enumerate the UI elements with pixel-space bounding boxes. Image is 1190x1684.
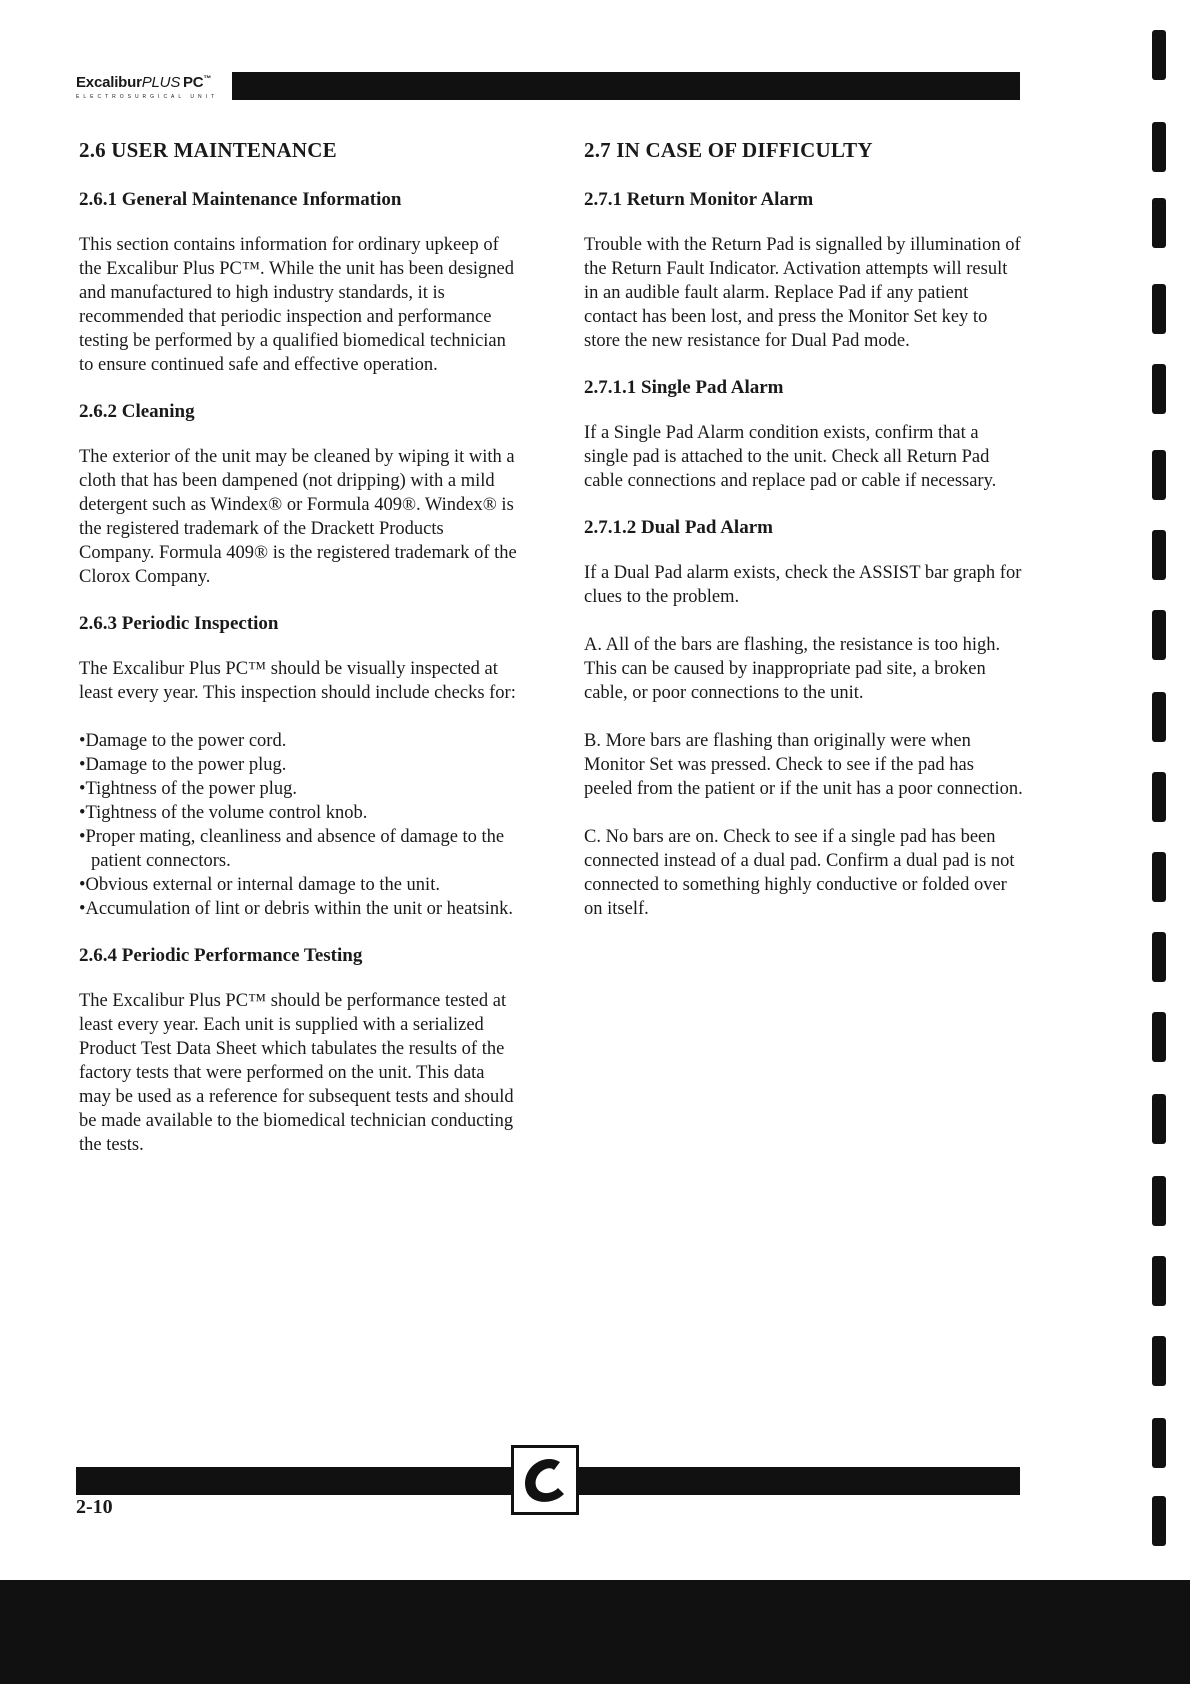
heading-single-pad-alarm: 2.7.1.1 Single Pad Alarm — [584, 377, 784, 398]
paragraph-cleaning: The exterior of the unit may be cleaned by wiping it with a cloth that has been dampened (not dripping) with a mild detergent such as Windex® or Formula 409®. Windex® is the registered trademark of the Drackett Products Company. Formula 409® is the registered trademark of the Clorox Company. — [79, 447, 517, 587]
binding-hole — [1152, 610, 1166, 660]
paragraph-performance-testing: The Excalibur Plus PC™ should be performance tested at least every year. Each unit is supplied with a serialized Product Test Data Sheet which tabulates the results of the factory tests that were performed on the unit. This data may be used as a reference for subsequent tests and should be made available to the biomedical technician conducting the tests. — [79, 991, 514, 1155]
binding-hole — [1152, 1094, 1166, 1144]
list-item: •Tightness of the volume control knob. — [79, 803, 368, 823]
heading-dual-pad-alarm: 2.7.1.2 Dual Pad Alarm — [584, 517, 773, 538]
paragraph-single-pad-alarm: If a Single Pad Alarm condition exists, confirm that a single pad is attached to the unit. Check all Return Pad cable connections and replace pad or cable if necessary. — [584, 423, 997, 491]
list-item: •Tightness of the power plug. — [79, 779, 298, 799]
header-rule-bar — [232, 72, 1020, 100]
paragraph-dual-pad-case-b: B. More bars are flashing than originally were when Monitor Set was pressed. Check to see if the pad has peeled from the patient or if the unit has a poor connection. — [584, 731, 1023, 799]
binding-hole — [1152, 364, 1166, 414]
binding-hole — [1152, 30, 1166, 80]
paragraph-general-maintenance: This section contains information for ordinary upkeep of the Excalibur Plus PC™. While the unit has been designed and manufactured to high industry standards, it is recommended that periodic inspection and performance testing be performed by a qualified biomedical technician to ensure continued safe and effective operation. — [79, 235, 514, 375]
brand-logo — [76, 74, 211, 91]
page-number: 2-10 — [76, 1496, 113, 1518]
binding-hole — [1152, 1176, 1166, 1226]
brand-tm: ™ — [203, 74, 212, 83]
heading-general-maintenance: 2.6.1 General Maintenance Information — [79, 189, 402, 210]
binding-hole — [1152, 198, 1166, 248]
binding-hole — [1152, 692, 1166, 742]
section-title-user-maintenance: 2.6 USER MAINTENANCE — [79, 138, 337, 162]
brand-plus: PLUS — [141, 74, 181, 91]
paragraph-return-monitor-alarm: Trouble with the Return Pad is signalled by illumination of the Return Fault Indicator. Activation attempts will result in an audible fault alarm. Replace Pad if any patient contact has been lost, and press the Monitor Set key to store the new resistance for Dual Pad mode. — [584, 235, 1021, 351]
binding-hole — [1152, 932, 1166, 982]
brand-prefix: Excalibur — [76, 74, 142, 91]
paragraph-dual-pad-case-c: C. No bars are on. Check to see if a single pad has been connected instead of a dual pad. Confirm a dual pad is not connected to something highly conductive or folded over on itself. — [584, 827, 1015, 919]
binding-hole — [1152, 1336, 1166, 1386]
binding-hole — [1152, 772, 1166, 822]
heading-return-monitor-alarm: 2.7.1 Return Monitor Alarm — [584, 189, 814, 210]
binding-hole — [1152, 852, 1166, 902]
binding-hole — [1152, 284, 1166, 334]
list-item: •Proper mating, cleanliness and absence of damage to the patient connectors. — [79, 827, 505, 871]
binding-hole — [1152, 1418, 1166, 1468]
scan-bottom-band — [0, 1580, 1190, 1684]
binding-hole — [1152, 530, 1166, 580]
list-item: •Accumulation of lint or debris within the unit or heatsink. — [79, 899, 513, 919]
brand-pc: PC — [182, 74, 204, 91]
list-item: •Damage to the power plug. — [79, 755, 287, 775]
list-item: •Obvious external or internal damage to the unit. — [79, 875, 440, 895]
heading-periodic-inspection: 2.6.3 Periodic Inspection — [79, 613, 279, 634]
paragraph-dual-pad-alarm: If a Dual Pad alarm exists, check the ASSIST bar graph for clues to the problem. — [584, 563, 1022, 607]
binding-hole — [1152, 1012, 1166, 1062]
page-header — [76, 70, 1020, 102]
binding-hole — [1152, 1496, 1166, 1546]
section-title-difficulty: 2.7 IN CASE OF DIFFICULTY — [584, 138, 873, 162]
brand-subtitle: ELECTROSURGICAL UNIT — [76, 94, 219, 100]
heading-cleaning: 2.6.2 Cleaning — [79, 401, 195, 422]
binding-hole — [1152, 450, 1166, 500]
heading-performance-testing: 2.6.4 Periodic Performance Testing — [79, 945, 363, 966]
binding-hole — [1152, 122, 1166, 172]
list-item: •Damage to the power cord. — [79, 731, 287, 751]
paragraph-dual-pad-case-a: A. All of the bars are flashing, the resistance is too high. This can be caused by inappropriate pad site, a broken cable, or poor connections to the unit. — [584, 635, 1001, 703]
inspection-checklist — [79, 729, 519, 921]
paragraph-periodic-inspection: The Excalibur Plus PC™ should be visually inspected at least every year. This inspection should include checks for: — [79, 659, 516, 703]
right-column — [584, 138, 1024, 945]
left-column — [79, 138, 519, 1181]
binding-hole — [1152, 1256, 1166, 1306]
c-logo-icon — [511, 1445, 579, 1515]
